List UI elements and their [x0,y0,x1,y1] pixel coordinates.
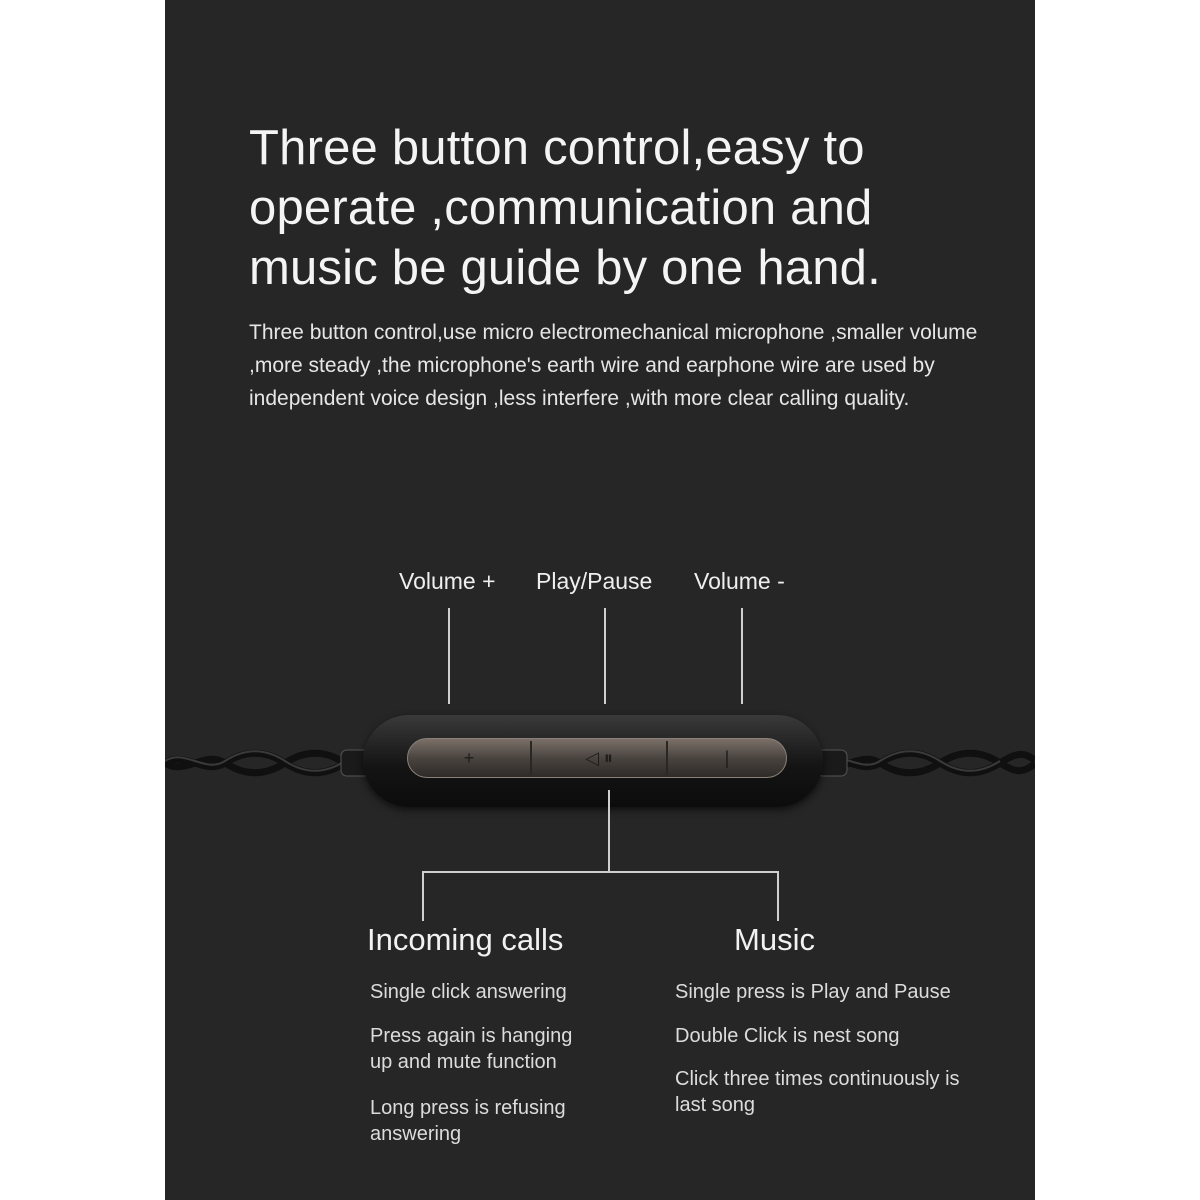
music-item: Single press is Play and Pause [675,981,951,1003]
incoming-calls-item: Single click answering [370,981,567,1003]
incoming-calls-item: Long press is refusing answering [370,1097,566,1145]
volume-up-button[interactable] [408,739,530,777]
incoming-calls-pointer [422,871,424,921]
plus-icon: + [463,747,475,768]
remote-button-strip [407,738,787,778]
minus-icon: | [724,747,730,768]
volume-down-label: Volume - [694,568,785,594]
incoming-calls-item: Press again is hanging up and mute function [370,1025,573,1073]
product-panel [165,0,1035,1200]
music-item: Double Click is nest song [675,1025,900,1047]
incoming-calls-title: Incoming calls [367,922,564,957]
description: Three button control,use micro electromechanical microphone ,smaller volume ,more steady ,the microphone's earth wire and earphone wire are used by independent voice design ,less interfere ,with more clear calling quality. [249,321,978,410]
music-pointer [777,871,779,921]
headline: Three button control,easy to operate ,communication and music be guide by one hand. [249,121,881,295]
volume-up-pointer [448,608,450,704]
function-bracket [422,871,779,873]
play-pause-label: Play/Pause [536,568,653,594]
play-pause-pointer [604,608,606,704]
music-title: Music [734,922,815,957]
function-pointer [608,790,610,872]
volume-up-label: Volume + [399,568,496,594]
play-pause-button[interactable] [532,739,666,777]
music-item: Click three times continuously is last song [675,1068,960,1116]
volume-down-pointer [741,608,743,704]
play-pause-icon: ◁ ⏸ [585,747,613,768]
volume-down-button[interactable] [668,739,786,777]
